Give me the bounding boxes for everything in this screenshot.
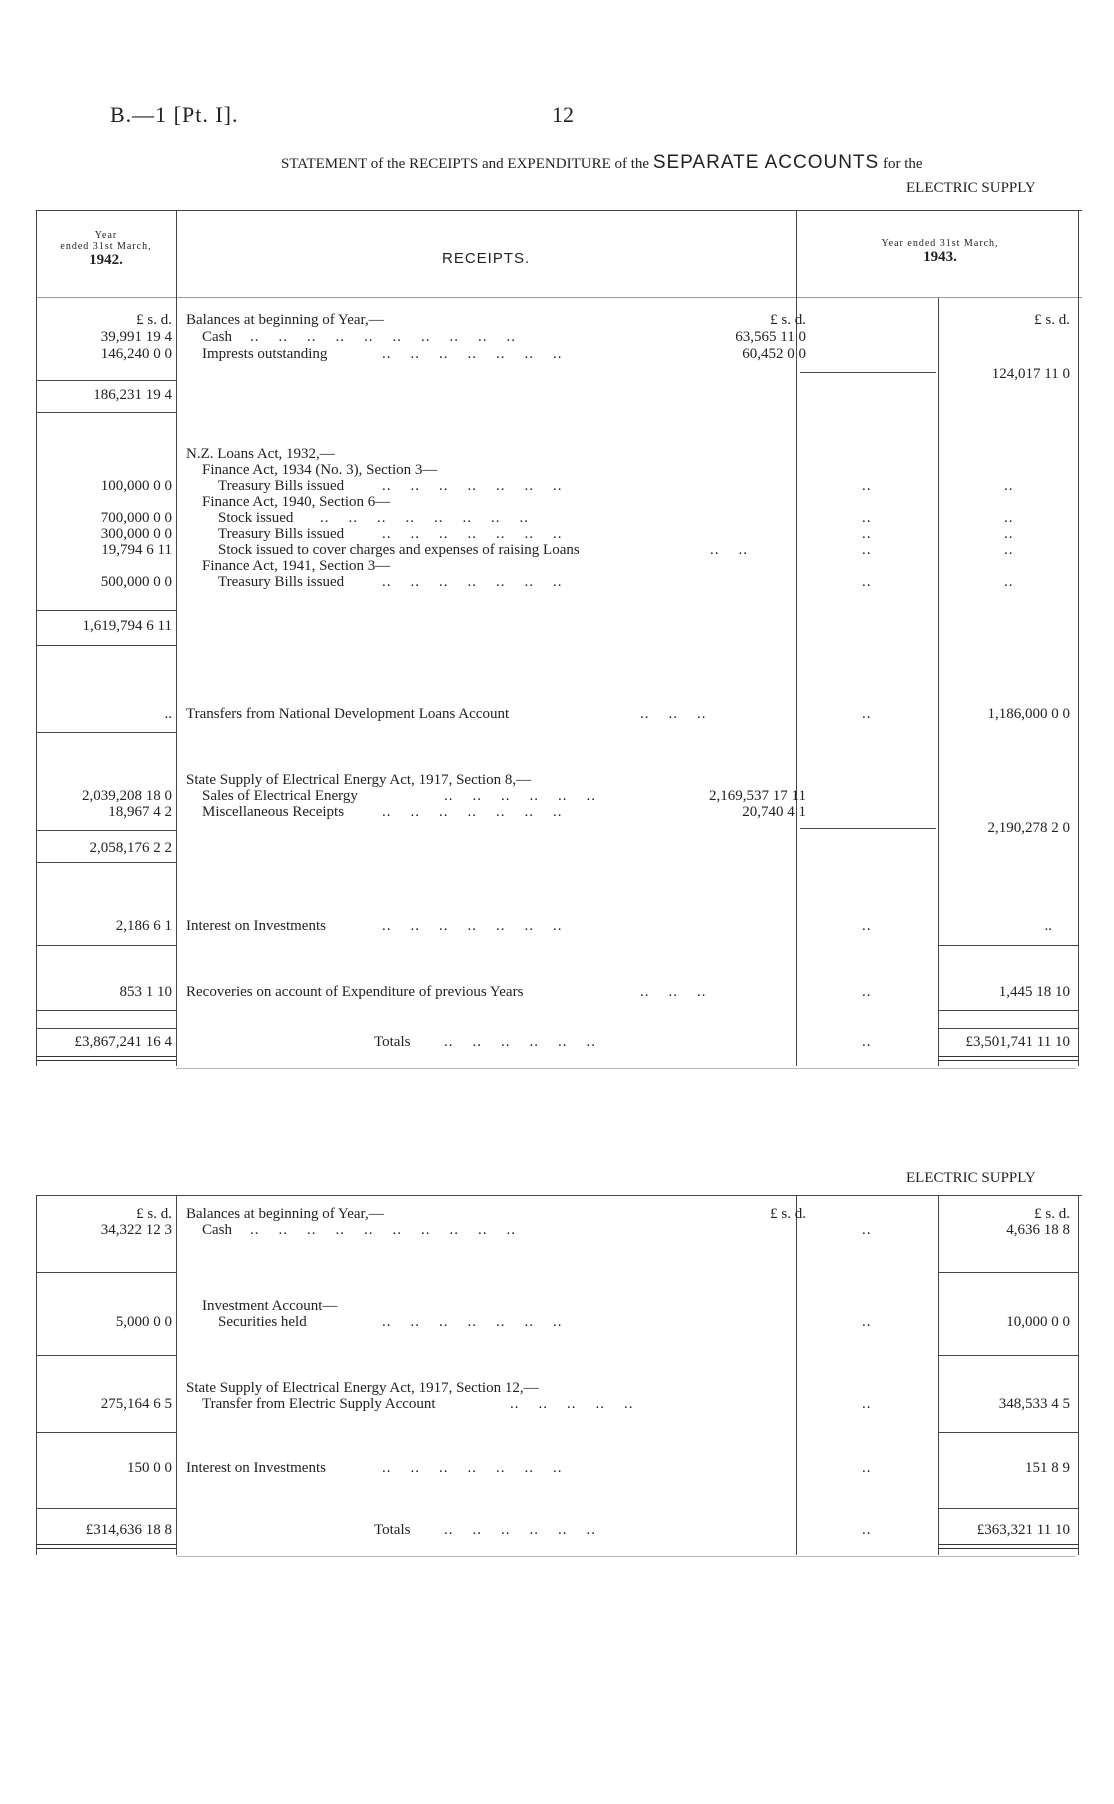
leader-dots: .. .. xyxy=(710,542,748,558)
recoveries-1942: 853 1 10 xyxy=(119,984,172,1000)
row-sep xyxy=(36,1432,176,1433)
interest-1942: 2,186 6 1 xyxy=(115,918,172,934)
header-rule xyxy=(36,297,1082,298)
totals-double-rule xyxy=(938,1544,1078,1549)
title-pre: STATEMENT of the RECEIPTS and EXPENDITURE of the xyxy=(281,156,650,172)
nil-marker: .. xyxy=(862,1034,872,1050)
cash-1942: 34,322 12 3 xyxy=(100,1222,172,1238)
grand-total-1942: £3,867,241 16 4 xyxy=(74,1034,172,1050)
table-bottom-rule xyxy=(176,1556,1076,1557)
state-supply-s12-heading: State Supply of Electrical Energy Act, 1917, Section 12,— xyxy=(186,1380,539,1396)
transfer-1942: 275,164 6 5 xyxy=(100,1396,172,1412)
nil-marker: .. xyxy=(862,1222,872,1238)
row-sep xyxy=(938,1432,1078,1433)
row-sep xyxy=(36,645,176,646)
row-sep xyxy=(938,1355,1078,1356)
nil-marker: .. xyxy=(1004,478,1014,494)
misc-receipts-label: Miscellaneous Receipts xyxy=(202,804,345,820)
currency-header-1942: £ s. d. xyxy=(136,312,172,328)
securities-1943: 10,000 0 0 xyxy=(1006,1314,1070,1330)
leader-dots: .. .. .. .. .. .. .. .. .. .. xyxy=(250,1222,516,1238)
tb3-1942: 500,000 0 0 xyxy=(100,574,172,590)
recoveries-1943: 1,445 18 10 xyxy=(998,984,1070,1000)
nil-marker: .. xyxy=(862,984,872,1000)
treasury-bills-1: Treasury Bills issued xyxy=(218,478,345,494)
nil-marker: .. xyxy=(862,526,872,542)
leader-dots: .. .. .. .. .. xyxy=(510,1396,634,1412)
loans-heading: N.Z. Loans Act, 1932,— xyxy=(186,446,335,462)
imprests-1943: 60,452 0 0 xyxy=(742,346,806,362)
row-sep xyxy=(36,732,176,733)
row-sep xyxy=(36,412,176,413)
row-sep xyxy=(36,862,176,863)
securities-1942: 5,000 0 0 xyxy=(115,1314,172,1330)
transfers-label: Transfers from National Development Loans Account xyxy=(186,706,510,722)
transfer-1943: 348,533 4 5 xyxy=(998,1396,1070,1412)
loans-total-1942: 1,619,794 6 11 xyxy=(82,618,172,634)
left-border xyxy=(36,210,37,1066)
row-sep xyxy=(938,945,1078,946)
transfers-1943: 1,186,000 0 0 xyxy=(987,706,1070,722)
nil-marker: .. xyxy=(862,510,872,526)
totals-label: Totals xyxy=(374,1034,411,1050)
totals-double-rule xyxy=(36,1056,176,1061)
nil-marker: .. xyxy=(862,918,872,934)
col-head-1943-line1: Year ended 31st March, xyxy=(881,238,999,249)
nil-marker: .. xyxy=(862,574,872,590)
tb1-1942: 100,000 0 0 xyxy=(100,478,172,494)
nil-marker: .. xyxy=(862,478,872,494)
right-border xyxy=(1078,1195,1079,1555)
sales-1943: 2,169,537 17 11 xyxy=(709,788,806,804)
stock-issued-expenses: Stock issued to cover charges and expenses of raising Loans xyxy=(218,542,580,558)
stock-1942: 700,000 0 0 xyxy=(100,510,172,526)
leader-dots: .. .. .. .. .. .. .. xyxy=(382,918,563,934)
imprests-label: Imprests outstanding xyxy=(202,346,328,362)
stock-exp-1942: 19,794 6 11 xyxy=(101,542,172,558)
totals-double-rule xyxy=(36,1544,176,1549)
leader-dots: .. .. .. .. .. .. .. xyxy=(382,478,563,494)
currency-header-tot: £ s. d. xyxy=(1034,1206,1070,1222)
left-border xyxy=(36,1195,37,1555)
row-sep xyxy=(36,1272,176,1273)
table-top-rule xyxy=(36,1195,1082,1196)
title-post: for the xyxy=(882,156,923,172)
nil-marker: .. xyxy=(862,1314,872,1330)
balances-total-1942: 186,231 19 4 xyxy=(93,387,172,403)
sales-label: Sales of Electrical Energy xyxy=(202,788,358,804)
cash-label: Cash xyxy=(202,329,232,345)
row-sep xyxy=(36,945,176,946)
transfer-label: Transfer from Electric Supply Account xyxy=(202,1396,436,1412)
table-bottom-rule xyxy=(176,1068,1076,1069)
state-supply-heading: State Supply of Electrical Energy Act, 1917, Section 8,— xyxy=(186,772,532,788)
col-head-1942-line2: ended 31st March, xyxy=(60,241,152,252)
interest-label: Interest on Investments xyxy=(186,1460,326,1476)
currency-header-tot: £ s. d. xyxy=(1034,312,1070,328)
statement-title xyxy=(281,152,923,174)
col-head-1942-line1: Year xyxy=(94,230,118,241)
row-sep xyxy=(938,1508,1078,1509)
row-sep xyxy=(36,380,176,381)
col-head-1942-year: 1942. xyxy=(89,252,123,268)
col-head-1943-year: 1943. xyxy=(923,249,957,265)
leader-dots: .. .. .. .. .. .. .. .. .. .. xyxy=(250,329,516,345)
row-sep xyxy=(938,1010,1078,1011)
grand-total-1943: £363,321 11 10 xyxy=(976,1522,1070,1538)
grand-total-1942: £314,636 18 8 xyxy=(85,1522,172,1538)
interest-label: Interest on Investments xyxy=(186,918,326,934)
row-sep xyxy=(36,830,176,831)
col-divider-sub xyxy=(796,1195,797,1555)
nil-marker: .. xyxy=(1004,542,1014,558)
row-sep xyxy=(938,1028,1078,1029)
reserve-subtitle: ELECTRIC SUPPLY xyxy=(906,1170,1036,1186)
row-sep xyxy=(36,1355,176,1356)
totals-label: Totals xyxy=(374,1522,411,1538)
col-divider-tot xyxy=(938,1195,939,1555)
balances-total-1943: 124,017 11 0 xyxy=(991,366,1070,382)
currency-header-sub: £ s. d. xyxy=(770,1206,806,1222)
cash-1943: 63,565 11 0 xyxy=(735,329,806,345)
nil-marker: .. xyxy=(862,1460,872,1476)
totals-double-rule xyxy=(938,1056,1078,1061)
cash-1943: 4,636 18 8 xyxy=(1006,1222,1070,1238)
interest-1943: .. xyxy=(1044,918,1052,934)
leader-dots: .. .. .. xyxy=(640,706,707,722)
col-head-1943 xyxy=(800,238,1080,266)
nil-marker: .. xyxy=(862,1522,872,1538)
row-sep xyxy=(36,1028,176,1029)
subtotal-rule xyxy=(800,372,936,373)
leader-dots: .. .. .. .. .. .. .. xyxy=(382,804,563,820)
leader-dots: .. .. .. .. .. .. xyxy=(444,788,596,804)
interest-1942: 150 0 0 xyxy=(127,1460,172,1476)
row-sep xyxy=(36,1508,176,1509)
title-separate-accounts: SEPARATE ACCOUNTS xyxy=(652,152,880,173)
table-top-rule xyxy=(36,210,1082,211)
row-sep xyxy=(938,1272,1078,1273)
col-head-receipts: RECEIPTS. xyxy=(442,250,531,267)
leader-dots: .. .. .. .. .. .. .. .. xyxy=(320,510,529,526)
securities-label: Securities held xyxy=(218,1314,307,1330)
right-border xyxy=(1078,210,1079,1066)
tb2-1942: 300,000 0 0 xyxy=(100,526,172,542)
balances-heading: Balances at beginning of Year,— xyxy=(186,1206,384,1222)
cash-label: Cash xyxy=(202,1222,232,1238)
leader-dots: .. .. .. .. .. .. xyxy=(444,1522,596,1538)
page-reference: B.—1 [Pt. I]. xyxy=(110,102,239,127)
leader-dots: .. .. .. xyxy=(640,984,707,1000)
leader-dots: .. .. .. .. .. .. .. xyxy=(382,1460,563,1476)
cash-1942: 39,991 19 4 xyxy=(100,329,172,345)
leader-dots: .. .. .. .. .. .. .. xyxy=(382,526,563,542)
grand-total-1943: £3,501,741 11 10 xyxy=(965,1034,1070,1050)
nil-marker: .. xyxy=(1004,526,1014,542)
leader-dots: .. .. .. .. .. .. .. xyxy=(382,574,563,590)
misc-1942: 18,967 4 2 xyxy=(108,804,172,820)
leader-dots: .. .. .. .. .. .. .. xyxy=(382,1314,563,1330)
balances-heading: Balances at beginning of Year,— xyxy=(186,312,384,328)
col-divider-1942 xyxy=(176,210,177,1066)
row-sep xyxy=(36,610,176,611)
col-divider-1942 xyxy=(176,1195,177,1555)
leader-dots: .. .. .. .. .. .. xyxy=(444,1034,596,1050)
recoveries-label: Recoveries on account of Expenditure of previous Years xyxy=(186,984,524,1000)
nil-marker: .. xyxy=(862,542,872,558)
currency-header-sub: £ s. d. xyxy=(770,312,806,328)
state-supply-total-1943: 2,190,278 2 0 xyxy=(987,820,1070,836)
state-supply-total-1942: 2,058,176 2 2 xyxy=(89,840,172,856)
sales-1942: 2,039,208 18 0 xyxy=(82,788,172,804)
nil-marker: .. xyxy=(1004,574,1014,590)
treasury-bills-3: Treasury Bills issued xyxy=(218,574,345,590)
treasury-bills-2: Treasury Bills issued xyxy=(218,526,345,542)
nil-marker: .. xyxy=(862,1396,872,1412)
col-head-1942 xyxy=(36,230,176,269)
nil-marker: .. xyxy=(1004,510,1014,526)
finance-act-1934: Finance Act, 1934 (No. 3), Section 3— xyxy=(202,462,438,478)
subtotal-rule xyxy=(800,828,936,829)
row-sep xyxy=(36,1010,176,1011)
currency-header-1942: £ s. d. xyxy=(136,1206,172,1222)
interest-1943: 151 8 9 xyxy=(1025,1460,1070,1476)
finance-act-1940: Finance Act, 1940, Section 6— xyxy=(202,494,391,510)
leader-dots: .. .. .. .. .. .. .. xyxy=(382,346,563,362)
misc-1943: 20,740 4 1 xyxy=(742,804,806,820)
page-number: 12 xyxy=(552,102,574,127)
finance-act-1941: Finance Act, 1941, Section 3— xyxy=(202,558,391,574)
investment-heading: Investment Account— xyxy=(202,1298,338,1314)
stock-issued: Stock issued xyxy=(218,510,294,526)
transfers-1942: .. xyxy=(164,706,172,722)
col-divider-tot xyxy=(938,298,939,1066)
nil-marker: .. xyxy=(862,706,872,722)
account-subtitle: ELECTRIC SUPPLY xyxy=(906,180,1036,196)
imprests-1942: 146,240 0 0 xyxy=(100,346,172,362)
